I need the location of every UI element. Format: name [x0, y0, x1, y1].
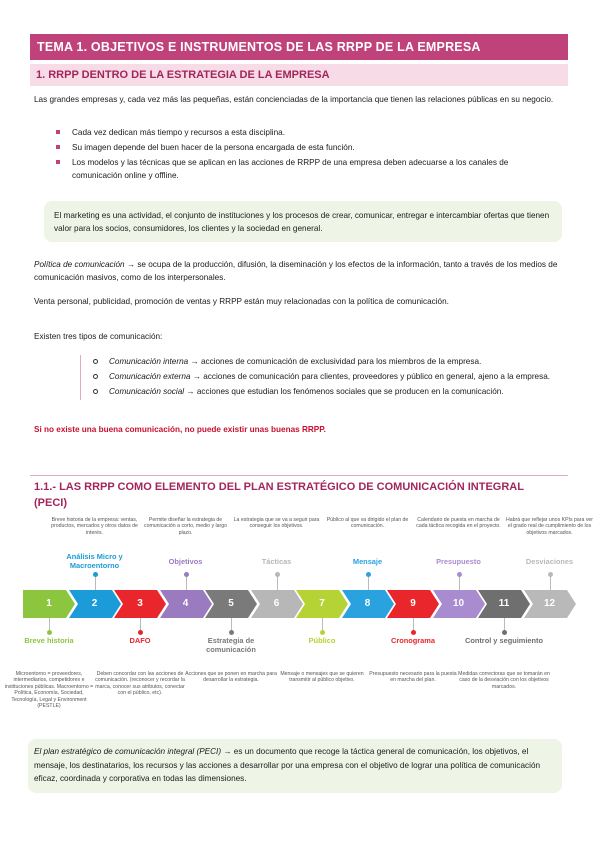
list-item: Cada vez dedican más tiempo y recursos a esta disciplina. [50, 126, 560, 139]
step-description: Habrá que reflejar unos KPIs para ver el grado real de cumplimiento de los objetivos marcados. [505, 517, 594, 536]
list-item: Comunicación externa → acciones de comunicación para clientes, proveedores y público en general, ajeno a la empresa. [87, 370, 570, 383]
section-divider [30, 475, 568, 476]
peci-term: El plan estratégico de comunicación integral (PECI) [34, 747, 222, 756]
peci-step-12 [524, 590, 576, 618]
connector-line [186, 575, 187, 590]
connector-dot [47, 630, 52, 635]
list-item: Su imagen depende del buen hacer de la persona encargada de esta función. [50, 141, 560, 154]
tipos-intro: Existen tres tipos de comunicación: [34, 332, 163, 341]
connector-line [550, 575, 551, 590]
connector-line [95, 575, 96, 590]
step-label: DAFO [129, 636, 151, 645]
peci-step-2 [69, 590, 121, 618]
step-number: 5 [228, 598, 234, 609]
peci-step-8 [342, 590, 394, 618]
step-description: Mensaje o mensajes que se quieren transmitir al público objetivo. [280, 671, 364, 684]
step-label: Desviaciones [525, 557, 574, 566]
connector-dot [457, 572, 462, 577]
step-description: Público al que va dirigido el plan de comunicación. [326, 517, 409, 530]
step-number: 6 [273, 598, 280, 609]
step-description: Acciones que se ponen en marcha para desarrollar la estrategia. [185, 671, 277, 684]
peci-step-3 [114, 590, 166, 618]
step-description: Medidas correctoras que se tomarán en caso de la desviación con los objetivos marcados. [458, 671, 550, 690]
marketing-definition: El marketing es una actividad, el conjunto de instituciones y los procesos de crear, comunicar, entregar e intercambiar ofertas que tienen valor para los socios, consumidores, los clientes y la sociedad en general. [54, 211, 550, 233]
step-number: 11 [498, 598, 510, 609]
connector-dot [320, 630, 325, 635]
politica-term: Política de comunicación [34, 260, 125, 269]
circle-bullet-icon [93, 359, 98, 364]
connector-dot [411, 630, 416, 635]
step-description: Permite diseñar la estrategia de comunicación a corto, medio y largo plazo. [143, 517, 228, 536]
step-description: Microentorno = proveedores, intermediarios, competidores e instituciones públicas. Macroentorno = Política, Economía, Sociedad, Tecnología, Legal y Environment (PESTLE) [4, 671, 94, 710]
connector-dot [138, 630, 143, 635]
step-number: 9 [410, 598, 416, 609]
marketing-definition-box [44, 201, 562, 242]
connector-dot [275, 572, 280, 577]
step-label: Control y seguimiento [464, 636, 544, 645]
step-description: Calendario de puesta en marcha de cada táctica recogida en el proyecto. [416, 517, 501, 530]
square-bullet-icon [56, 145, 60, 149]
list-item: Comunicación social → acciones que estudian los fenómenos sociales que se producen en la comunicación. [87, 385, 570, 398]
peci-step-11 [478, 590, 530, 618]
peci-step-5 [205, 590, 257, 618]
warning-text: Si no existe una buena comunicación, no puede existir unas buenas RRPP. [34, 425, 326, 434]
connector-dot [184, 572, 189, 577]
section1-title: 1. RRPP DENTRO DE LA ESTRATEGIA DE LA EMPRESA [30, 64, 568, 86]
step-label: Estrategia de comunicación [206, 636, 256, 654]
communication-types-list [80, 355, 570, 400]
step-label: Tácticas [261, 557, 292, 566]
venta-paragraph: Venta personal, publicidad, promoción de ventas y RRPP están muy relacionadas con la política de comunicación. [34, 297, 449, 306]
connector-dot [366, 572, 371, 577]
section2-title: 1.1.- LAS RRPP COMO ELEMENTO DEL PLAN ESTRATÉGICO DE COMUNICACIÓN INTEGRAL (PECI) [34, 481, 524, 509]
circle-bullet-icon [93, 389, 98, 394]
step-label: Análisis Micro y Macroentorno [66, 552, 123, 570]
peci-step-1 [23, 590, 75, 618]
peci-step-10 [433, 590, 485, 618]
peci-step-4 [160, 590, 212, 618]
list-item: Los modelos y las técnicas que se aplican en las acciones de RRPP de una empresa deben adecuarse a los canales de comunicación online y offline. [50, 156, 560, 182]
step-number: 3 [137, 598, 143, 609]
step-number: 10 [452, 598, 465, 609]
connector-dot [93, 572, 98, 577]
step-number: 12 [543, 598, 556, 609]
step-label: Cronograma [391, 636, 435, 645]
step-description: Breve historia de la empresa: ventas, productos, mercados y otros datos de interés. [51, 517, 138, 536]
connector-line [368, 575, 369, 590]
connector-line [277, 575, 278, 590]
main-title: TEMA 1. OBJETIVOS E INSTRUMENTOS DE LAS RRPP DE LA EMPRESA [30, 34, 568, 60]
step-description: La estrategia que se va a seguir para conseguir los objetivos. [233, 517, 320, 530]
step-description: Deben concordar con las acciones de comunicación. (reconocer y recordar la marca, conocer sus atributos, conectar con el público, etc). [95, 671, 185, 697]
intro-paragraph: Las grandes empresas y, cada vez más las pequeñas, están concienciadas de la importancia que tienen las relaciones públicas en su negocio. [34, 95, 554, 104]
peci-text: → es un documento que recoge la táctica general de comunicación, los objetivos, el mensaje, los destinatarios, los recursos y las acciones a desarrollar por una empresa con el objetivo de lograr una política de comunicación eficaz, coordinada y corporativa en todas las dimensiones. [34, 747, 541, 783]
peci-definition-box [28, 739, 562, 793]
square-bullet-icon [56, 130, 60, 134]
circle-bullet-icon [93, 374, 98, 379]
peci-step-9 [387, 590, 439, 618]
step-number: 8 [364, 598, 371, 609]
politica-text: → se ocupa de la producción, difusión, la diseminación y los efectos de la información, tanto a través de los medios de comunicación masivos, como de los interpersonales. [34, 260, 558, 282]
step-label: Presupuesto [436, 557, 481, 566]
connector-dot [502, 630, 507, 635]
step-number: 1 [46, 598, 52, 609]
step-number: 7 [319, 598, 325, 609]
connector-line [459, 575, 460, 590]
list-item: Comunicación interna → acciones de comunicación de exclusividad para los miembros de la empresa. [87, 355, 570, 368]
square-bullet-icon [56, 160, 60, 164]
step-number: 4 [182, 598, 189, 609]
politica-paragraph [34, 258, 564, 284]
connector-dot [229, 630, 234, 635]
step-label: Público [308, 636, 336, 645]
bullet-list [50, 126, 560, 184]
step-label: Breve historia [24, 636, 74, 645]
connector-dot [548, 572, 553, 577]
step-description: Presupuesto necesario para la puesta en marcha del plan. [369, 671, 457, 684]
step-label: Objetivos [168, 557, 203, 566]
peci-step-6 [251, 590, 303, 618]
step-label: Mensaje [352, 557, 383, 566]
peci-step-7 [296, 590, 348, 618]
step-number: 2 [91, 598, 98, 609]
